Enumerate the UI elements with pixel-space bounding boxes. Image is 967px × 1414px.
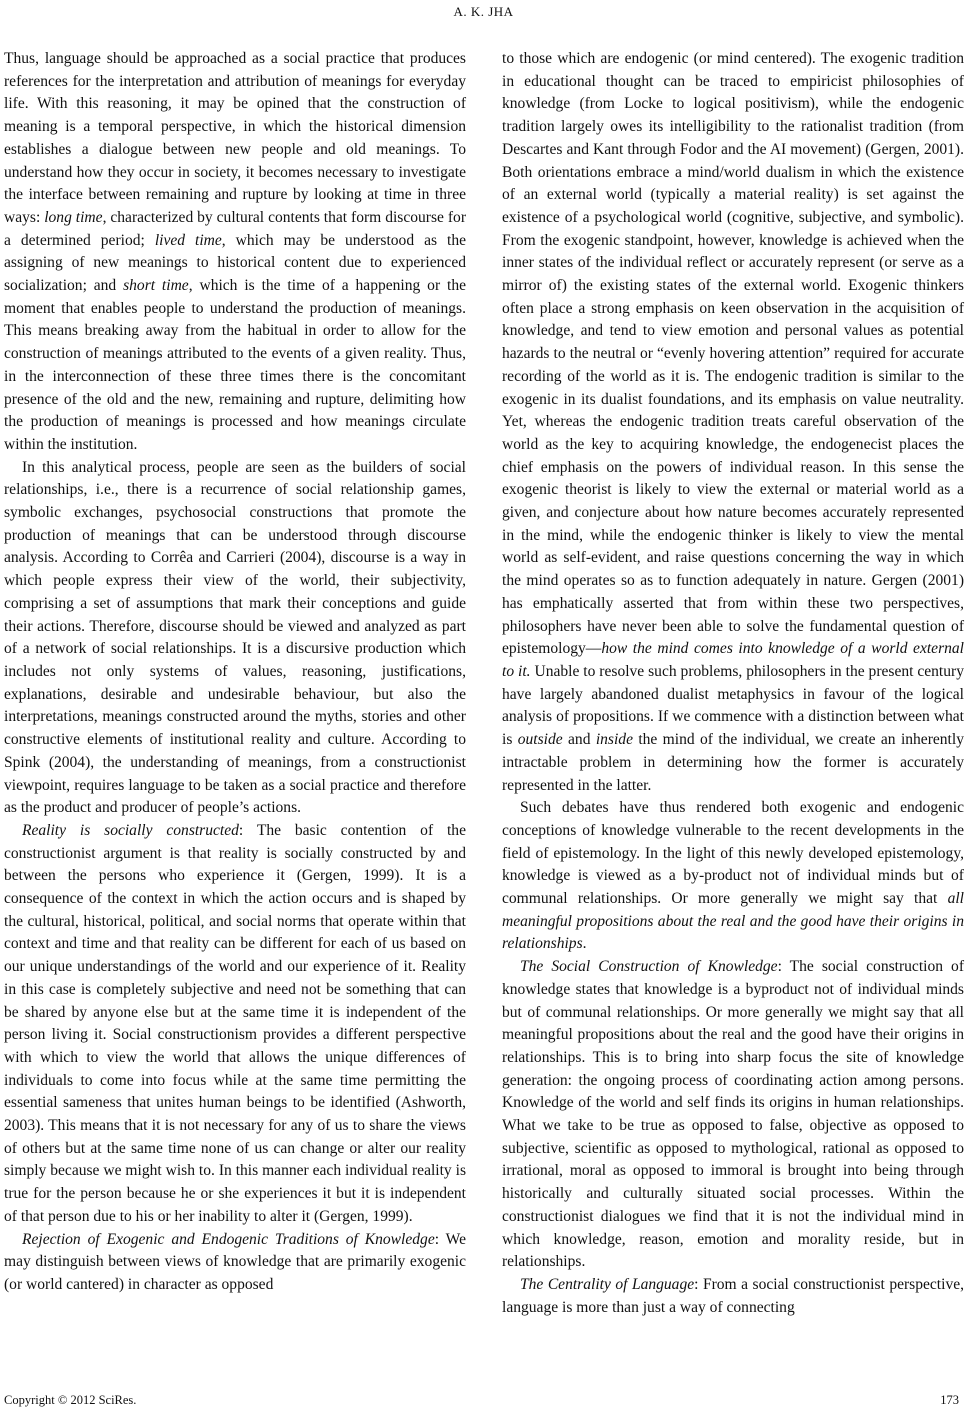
italic-term: inside	[595, 731, 633, 749]
text-run: Such debates have thus rendered both exogenic and endogenic conceptions of knowledge vulnerable to the recent developments in the field of epistemology. In the light of this newly developed epistemology, knowledge is viewed as a by-product not of individual minds but of communal relationships. Or more generally we might say that	[502, 799, 964, 908]
text-run: , characterized by cultural contents that form discourse for a determined period;	[4, 208, 466, 249]
text-run: , which may be understood as the assigning of new meanings to historical content due to experienced socialization; and	[4, 231, 466, 295]
section-heading-inline: The Centrality of Language	[520, 1275, 695, 1293]
italic-term: lived time	[154, 231, 222, 249]
section-heading-inline: The Social Construction of Knowledge	[520, 958, 778, 976]
paragraph	[502, 797, 964, 956]
section-heading-inline: Rejection of Exogenic and Endogenic Traditions of Knowledge	[22, 1230, 435, 1248]
text-run: : We may distinguish between views of knowledge that are primarily exogenic (or world cantered) in character as opposed	[4, 1230, 466, 1293]
left-column	[4, 48, 466, 1297]
italic-term: how the mind comes into knowledge of a world external to it.	[502, 640, 964, 680]
text-run: and	[562, 731, 596, 749]
text-run: : The basic contention of the constructionist argument is that reality is socially constructed by and between the persons who experience it (Gergen, 1999). It is a consequence of the context in which the action occurs and is shaped by the cultural, historical, political, and social norms that operate within that context and time and that reality can be different for each of us based on our unique understandings of the world and our experience of it. Reality in this case is completely subjective and need not be something that can be shared by anyone else but at the same time it is independent of the person living it. Social constructionism provides a different perspective with which to view the world that allows the unique differences of individuals to come into focus while at the same time permitting the essential sameness that unites human beings to be identified (Ashworth, 2003). This means that it is not necessary for any of us to share the views of others but at the same time none of us can change or alter our reality simply because we might wish to. In this manner each individual reality is true for the person because he or she experiences it but it is independent of that person due to his or her inability to alter it (Gergen, 1999).	[4, 821, 466, 1225]
text-run: , which is the time of a happening or the moment that enables people to understand the production of meanings. This means breaking away from the habitual in order to allow for the construction of meanings attributed to the events of a given reality. Thus, in the interconnection of these three times there is the concomitant presence of the old and the new, remaining and rupture, delimiting how the production of meanings is processed and how meanings circulate within the institution.	[4, 277, 466, 453]
paragraph	[502, 48, 964, 797]
text-run: Unable to resolve such problems, philosophers in the present century have largely abandoned dualist metaphysics in favour of the logical analysis of propositions. If we commence with a distinction between what is	[502, 662, 964, 749]
text-run: the mind of the individual, we create an inherently intractable problem in determining how the former is accurately represented in the latter.	[502, 731, 964, 794]
text-run: Thus, language should be approached as a social practice that produces references for the interpretation and attribution of meanings for everyday life. With this reasoning, it may be opined that the construction of meaning is a temporal perspective, in which the historical dimension establishes a dialogue between new people and old meanings. To understand how they occur in society, it becomes necessary to investigate the interface between remaining and rupture by looking at time in three ways:	[4, 50, 466, 226]
italic-term: short time	[123, 277, 189, 295]
paragraph	[4, 820, 466, 1229]
text-run: : From a social constructionist perspective, language is more than just a way of connecting	[502, 1275, 965, 1316]
italic-term: outside	[517, 731, 563, 749]
paragraph	[4, 48, 466, 457]
copyright-notice: Copyright © 2012 SciRes.	[4, 1393, 137, 1407]
paragraph	[4, 1229, 466, 1297]
italic-term: all meaningful propositions about the real and the good have their origins in relationships	[502, 890, 964, 953]
text-run: .	[582, 935, 587, 953]
paragraph	[502, 956, 964, 1274]
text-run: to those which are endogenic (or mind centered). The exogenic tradition in educational thought can be traced to empiricist philosophies of knowledge (from Locke to logical positivism), while the endogenic tradition largely owes its intelligibility to the rationalist tradition (from Descartes and Kant through Fodor and the AI movement) (Gergen, 2001). Both orientations embrace a mind/world dualism in which the existence of an external world (typically a material reality) is set against the existence of a psychological world (cognitive, subjective, and symbolic). From the exogenic standpoint, however, knowledge is achieved when the inner states of the individual reflect or accurately represent (or serve as a mirror of) the existing states of the external world. Exogenic thinkers often place a strong emphasis on keen observation in the acquisition of knowledge, and tend to view emotion and personal values as potential hazards to the neutral or “evenly hovering attention” required for accurate recording of the world as it is. The endogenic tradition is similar to the exogenic in its dualist foundations, and its emphasis on value neutrality. Yet, whereas the endogenic tradition treats careful observation of the world as the key to acquiring knowledge, the endogenecist places the chief emphasis on the powers of individual reason. In this sense the exogenic theorist is likely to view the external or material world as a given, and conjecture about how nature becomes accurately represented in the mind, while the endogenic thinker is likely to view the mental world as self-evident, and raise questions concerning the way in which the mind operates so as to function adequately in nature. Gergen (2001) has emphatically asserted that from within these two perspectives, philosophers have never been able to solve the fundamental question of epistemology—	[502, 50, 964, 658]
right-column	[502, 48, 964, 1319]
running-head: A. K. JHA	[453, 4, 514, 19]
section-heading-inline: Reality is socially constructed	[22, 821, 239, 839]
paragraph	[502, 1274, 964, 1319]
paragraph	[4, 457, 466, 820]
text-run: In this analytical process, people are seen as the builders of social relationships, i.e., there is a recurrence of social relationship games, symbolic exchanges, psychosocial constructions that promote the production of meanings that can be understood through discourse analysis. According to Corrêa and Carrieri (2004), discourse is a way in which people express their view of the world, their subjectivity, comprising a set of assumptions that mark their conceptions and guide their actions. Therefore, discourse should be viewed and analyzed as part of a network of social relationships. It is a discursive production which includes not only systems of values, reasoning, justifications, explanations, desirable and undesirable behaviour, but also the interpretations, meanings constructed around the myths, stories and other constructive elements of institutional reality and culture. According to Spink (2004), the understanding of meanings, from a constructionist viewpoint, requires language to be taken as a social practice and therefore as the product and producer of people’s actions.	[4, 458, 466, 817]
text-run: : The social construction of knowledge states that knowledge is a byproduct not of individual minds but of communal relationships. Or more generally we might say that all meaningful propositions about the real and the good have their origins in relationships. This is to bring into sharp focus the site of knowledge generation: the ongoing process of coordinating action among persons. Knowledge of the world and self finds its origins in human relationships. What we take to be true as opposed to false, objective as opposed to subjective, scientific as opposed to mythological, rational as opposed to irrational, moral as opposed to immoral is brought into being through historically and culturally situated social processes. Within the constructionist dialogues we find that it is not the individual mind in which knowledge, reason, emotion and morality reside, but in relationships.	[502, 958, 964, 1271]
italic-term: long time	[44, 208, 103, 226]
page-number: 173	[940, 1393, 959, 1407]
